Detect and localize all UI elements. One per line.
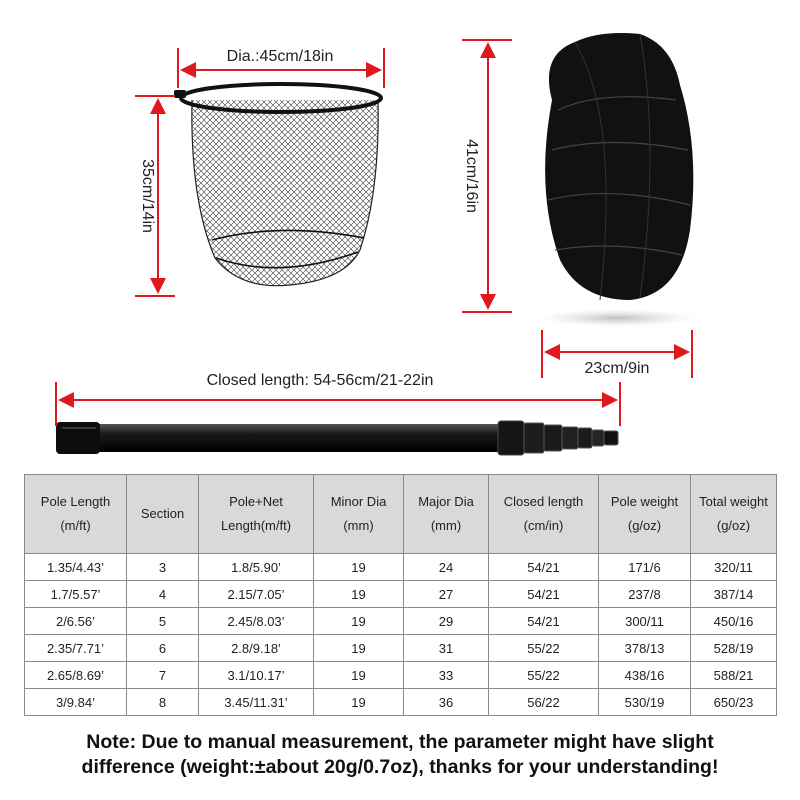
table-row <box>25 581 777 608</box>
net-depth-label: 35cm/14in <box>139 159 156 233</box>
note-line-2: difference (weight:±about 20g/0.7oz), thanks for your understanding! <box>81 756 719 778</box>
table-row <box>25 689 777 716</box>
table-cell: 438/16 <box>599 662 691 689</box>
table-cell: 55/22 <box>489 635 599 662</box>
table-cell: 237/8 <box>599 581 691 608</box>
table-cell: 2.8/9.18’ <box>199 635 314 662</box>
table-row <box>25 662 777 689</box>
table-cell: 19 <box>314 635 404 662</box>
table-cell: 29 <box>404 608 489 635</box>
column-header: Section <box>127 475 199 554</box>
column-header: Pole+Net Length(m/ft) <box>199 475 314 554</box>
net-diameter-label: Dia.:45cm/18in <box>200 48 360 66</box>
table-cell: 378/13 <box>599 635 691 662</box>
table-cell: 19 <box>314 608 404 635</box>
table-cell: 5 <box>127 608 199 635</box>
column-header: Total weight (g/oz) <box>691 475 777 554</box>
note-line-1: Note: Due to manual measurement, the parameter might have slight <box>86 731 714 753</box>
table-cell: 320/11 <box>691 554 777 581</box>
table-cell: 3.1/10.17’ <box>199 662 314 689</box>
table-cell: 8 <box>127 689 199 716</box>
column-header: Pole weight (g/oz) <box>599 475 691 554</box>
table-cell: 55/22 <box>489 662 599 689</box>
table-cell: 33 <box>404 662 489 689</box>
table-cell: 19 <box>314 689 404 716</box>
column-header: Minor Dia (mm) <box>314 475 404 554</box>
table-cell: 54/21 <box>489 554 599 581</box>
table-cell: 2.65/8.69’ <box>25 662 127 689</box>
telescopic-pole-image <box>56 421 618 455</box>
table-cell: 24 <box>404 554 489 581</box>
table-cell: 387/14 <box>691 581 777 608</box>
table-cell: 588/21 <box>691 662 777 689</box>
header-row <box>25 475 777 554</box>
table-cell: 56/22 <box>489 689 599 716</box>
table-cell: 2/6.56’ <box>25 608 127 635</box>
column-header: Pole Length (m/ft) <box>25 475 127 554</box>
table-cell: 1.8/5.90’ <box>199 554 314 581</box>
table-cell: 6 <box>127 635 199 662</box>
table-cell: 31 <box>404 635 489 662</box>
spec-table <box>24 474 777 716</box>
table-cell: 3/9.84’ <box>25 689 127 716</box>
table-row <box>25 635 777 662</box>
table-cell: 528/19 <box>691 635 777 662</box>
table-cell: 19 <box>314 554 404 581</box>
column-header: Major Dia (mm) <box>404 475 489 554</box>
table-cell: 19 <box>314 662 404 689</box>
table-cell: 19 <box>314 581 404 608</box>
table-cell: 300/11 <box>599 608 691 635</box>
table-cell: 2.45/8.03’ <box>199 608 314 635</box>
table-cell: 54/21 <box>489 608 599 635</box>
table-cell: 7 <box>127 662 199 689</box>
folded-width-label: 23cm/9in <box>584 360 650 377</box>
folded-height-label: 41cm/16in <box>460 116 480 236</box>
table-cell: 1.7/5.57’ <box>25 581 127 608</box>
table-cell: 171/6 <box>599 554 691 581</box>
table-cell: 54/21 <box>489 581 599 608</box>
closed-length-label: Closed length: 54-56cm/21-22in <box>206 372 434 389</box>
spec-table-header <box>25 475 777 554</box>
table-cell: 2.15/7.05’ <box>199 581 314 608</box>
table-cell: 530/19 <box>599 689 691 716</box>
table-cell: 27 <box>404 581 489 608</box>
measurement-note <box>0 730 800 780</box>
table-cell: 36 <box>404 689 489 716</box>
table-cell: 3 <box>127 554 199 581</box>
table-row <box>25 608 777 635</box>
table-cell: 4 <box>127 581 199 608</box>
folded-net-image <box>537 33 697 327</box>
table-cell: 650/23 <box>691 689 777 716</box>
table-cell: 450/16 <box>691 608 777 635</box>
column-header: Closed length (cm/in) <box>489 475 599 554</box>
table-cell: 3.45/11.31’ <box>199 689 314 716</box>
table-cell: 1.35/4.43’ <box>25 554 127 581</box>
table-row <box>25 554 777 581</box>
spec-table-body <box>25 554 777 716</box>
table-cell: 2.35/7.71’ <box>25 635 127 662</box>
open-net-image <box>174 84 381 286</box>
